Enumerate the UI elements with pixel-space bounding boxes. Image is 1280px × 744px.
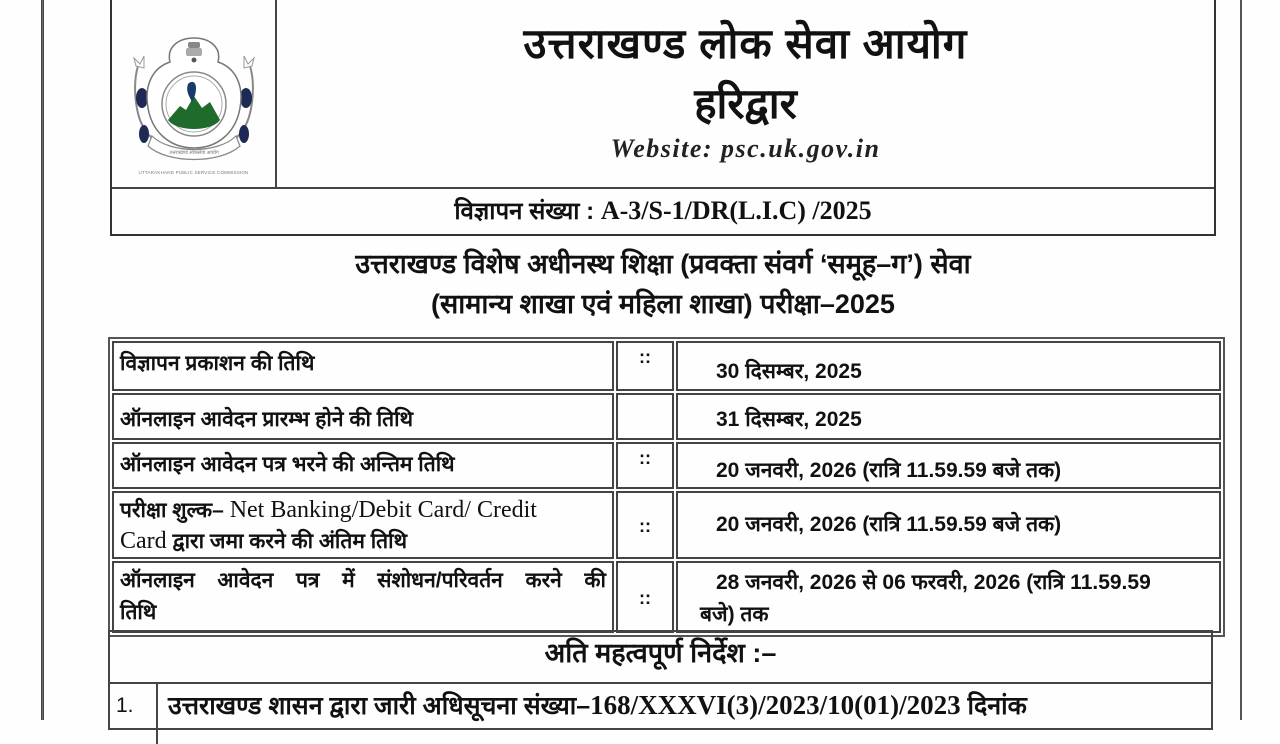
- table-row: [112, 491, 1221, 559]
- instruction-text-part: दिनांक: [960, 692, 1027, 720]
- table-row: [112, 442, 1221, 489]
- separator: [616, 393, 674, 440]
- svg-text:उत्तराखण्ड लोकसेवा आयोग: उत्तराखण्ड लोकसेवा आयोग: [169, 150, 219, 156]
- date-value: 20 जनवरी, 2026 (रात्रि 11.59.59 बजे तक): [676, 442, 1221, 489]
- logo-cell: [112, 0, 277, 187]
- letterhead: [110, 0, 1216, 236]
- label-part: Card: [120, 528, 167, 554]
- exam-title-line-1: उत्तराखण्ड विशेष अधीनस्थ शिक्षा (प्रवक्ता संवर्ग ‘समूह–ग’) सेवा: [355, 249, 971, 279]
- label-part: Net Banking/Debit Card/ Credit: [229, 497, 537, 523]
- instructions-heading: अति महत्वपूर्ण निर्देश :–: [110, 632, 1211, 684]
- separator: ::: [616, 442, 674, 489]
- separator: ::: [616, 491, 674, 559]
- website-link[interactable]: Website: psc.uk.gov.in: [610, 134, 881, 163]
- advertisement-number-label: विज्ञापन संख्या :: [454, 198, 601, 225]
- instruction-text: [168, 688, 1205, 722]
- label-line: तिथि: [120, 601, 157, 624]
- organization-city: हरिद्वार: [694, 80, 797, 127]
- separator: ::: [616, 561, 674, 633]
- logo-caption: UTTARAKHAND PUBLIC SERVICE COMMISSION: [138, 170, 249, 175]
- page-border-right: [1240, 0, 1242, 720]
- instruction-number: 1.: [110, 684, 158, 744]
- value-line: 28 जनवरी, 2026 से 06 फरवरी, 2026 (रात्रि 11.59.59: [716, 571, 1151, 594]
- label-part: परीक्षा शुल्क–: [120, 499, 230, 522]
- table-row: [112, 341, 1221, 391]
- table-row: [112, 393, 1221, 440]
- date-value: 20 जनवरी, 2026 (रात्रि 11.59.59 बजे तक): [676, 491, 1221, 559]
- label-part: द्वारा जमा करने की अंतिम तिथि: [166, 530, 408, 553]
- date-label: ऑनलाइन आवेदन प्रारम्भ होने की तिथि: [112, 393, 614, 440]
- separator: ::: [616, 341, 674, 391]
- date-label: विज्ञापन प्रकाशन की तिथि: [112, 341, 614, 391]
- table-row: [112, 561, 1221, 633]
- title-cell: [277, 0, 1214, 187]
- label-line: ऑनलाइन आवेदन पत्र में संशोधन/परिवर्तन करने की: [120, 569, 606, 592]
- exam-title-line-2: (सामान्य शाखा एवं महिला शाखा) परीक्षा–2025: [431, 289, 895, 319]
- instruction-text-part: उत्तराखण्ड शासन द्वारा जारी अधिसूचना संख्या–: [168, 692, 591, 720]
- important-dates-table: [108, 337, 1225, 637]
- page-border-left: [41, 0, 44, 720]
- notification-number: 168/XXXVI(3)/2023/10(01)/2023: [590, 690, 961, 720]
- date-value: 30 दिसम्बर, 2025: [676, 341, 1221, 391]
- advertisement-number-row: [112, 187, 1214, 234]
- date-label: [112, 491, 614, 559]
- date-value: [676, 561, 1221, 633]
- advertisement-number: A-3/S-1/DR(L.I.C) /2025: [600, 196, 872, 225]
- value-line: बजे) तक: [700, 603, 769, 626]
- instructions-section: [108, 630, 1213, 730]
- date-value: 31 दिसम्बर, 2025: [676, 393, 1221, 440]
- date-label: ऑनलाइन आवेदन पत्र भरने की अन्तिम तिथि: [112, 442, 614, 489]
- ukpsc-emblem-icon: [130, 36, 258, 166]
- organization-title: उत्तराखण्ड लोक सेवा आयोग: [523, 20, 968, 67]
- date-label: [112, 561, 614, 633]
